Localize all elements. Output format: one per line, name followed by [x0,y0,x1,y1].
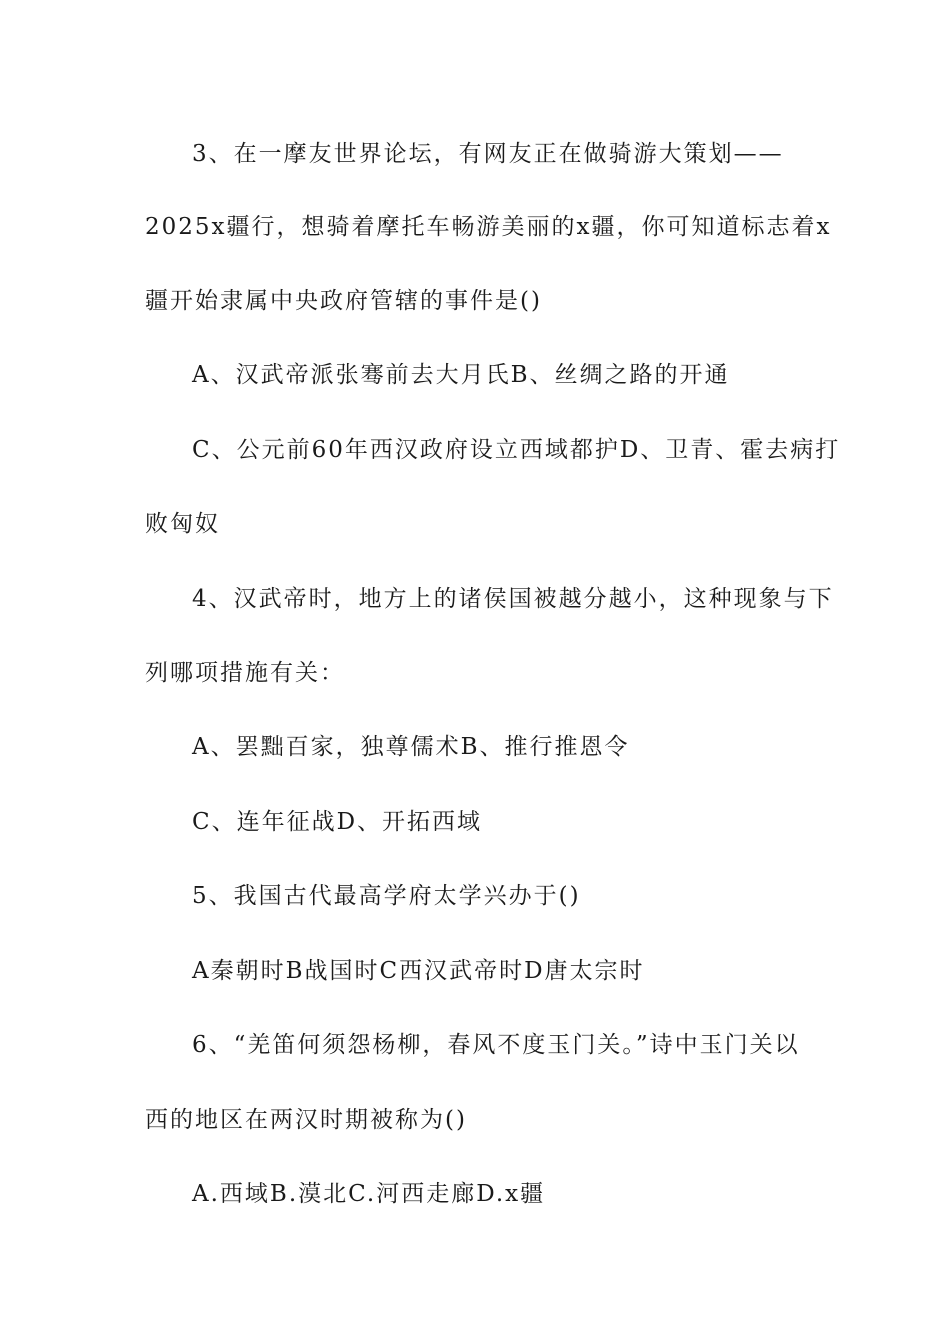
question-6-stem-continued: 西的地区在两汉时期被称为() [145,1107,467,1133]
question-6-option-row: A.西域B.漠北C.河西走廊D.x疆 [192,1181,546,1207]
question-3-stem-continued: 疆开始隶属中央政府管辖的事件是() [145,288,542,314]
question-5-stem: 5、我国古代最高学府太学兴办于() [192,883,581,909]
question-6-stem: 6、“羌笛何须怨杨柳，春风不度玉门关。”诗中玉门关以 [192,1032,800,1058]
question-4-option-row: A、罢黜百家，独尊儒术B、推行推恩令 [192,734,630,760]
question-3-stem: 3、在一摩友世界论坛，有网友正在做骑游大策划—— [192,141,784,167]
question-4-stem: 4、汉武帝时，地方上的诸侯国被越分越小，这种现象与下 [192,586,834,612]
question-4-stem-continued: 列哪项措施有关： [145,660,345,686]
question-3-option-row: A、汉武帝派张骞前去大月氏B、丝绸之路的开通 [192,362,730,388]
question-3-option-continued: 败匈奴 [145,511,220,537]
question-3-option-row: C、公元前60年西汉政府设立西域都护D、卫青、霍去病打 [192,437,841,463]
question-5-option-row: A秦朝时B战国时C西汉武帝时D唐太宗时 [192,958,645,984]
question-4-option-row: C、连年征战D、开拓西域 [192,809,483,835]
question-3-stem-continued: 2025x疆行，想骑着摩托车畅游美丽的x疆，你可知道标志着x [145,214,832,240]
